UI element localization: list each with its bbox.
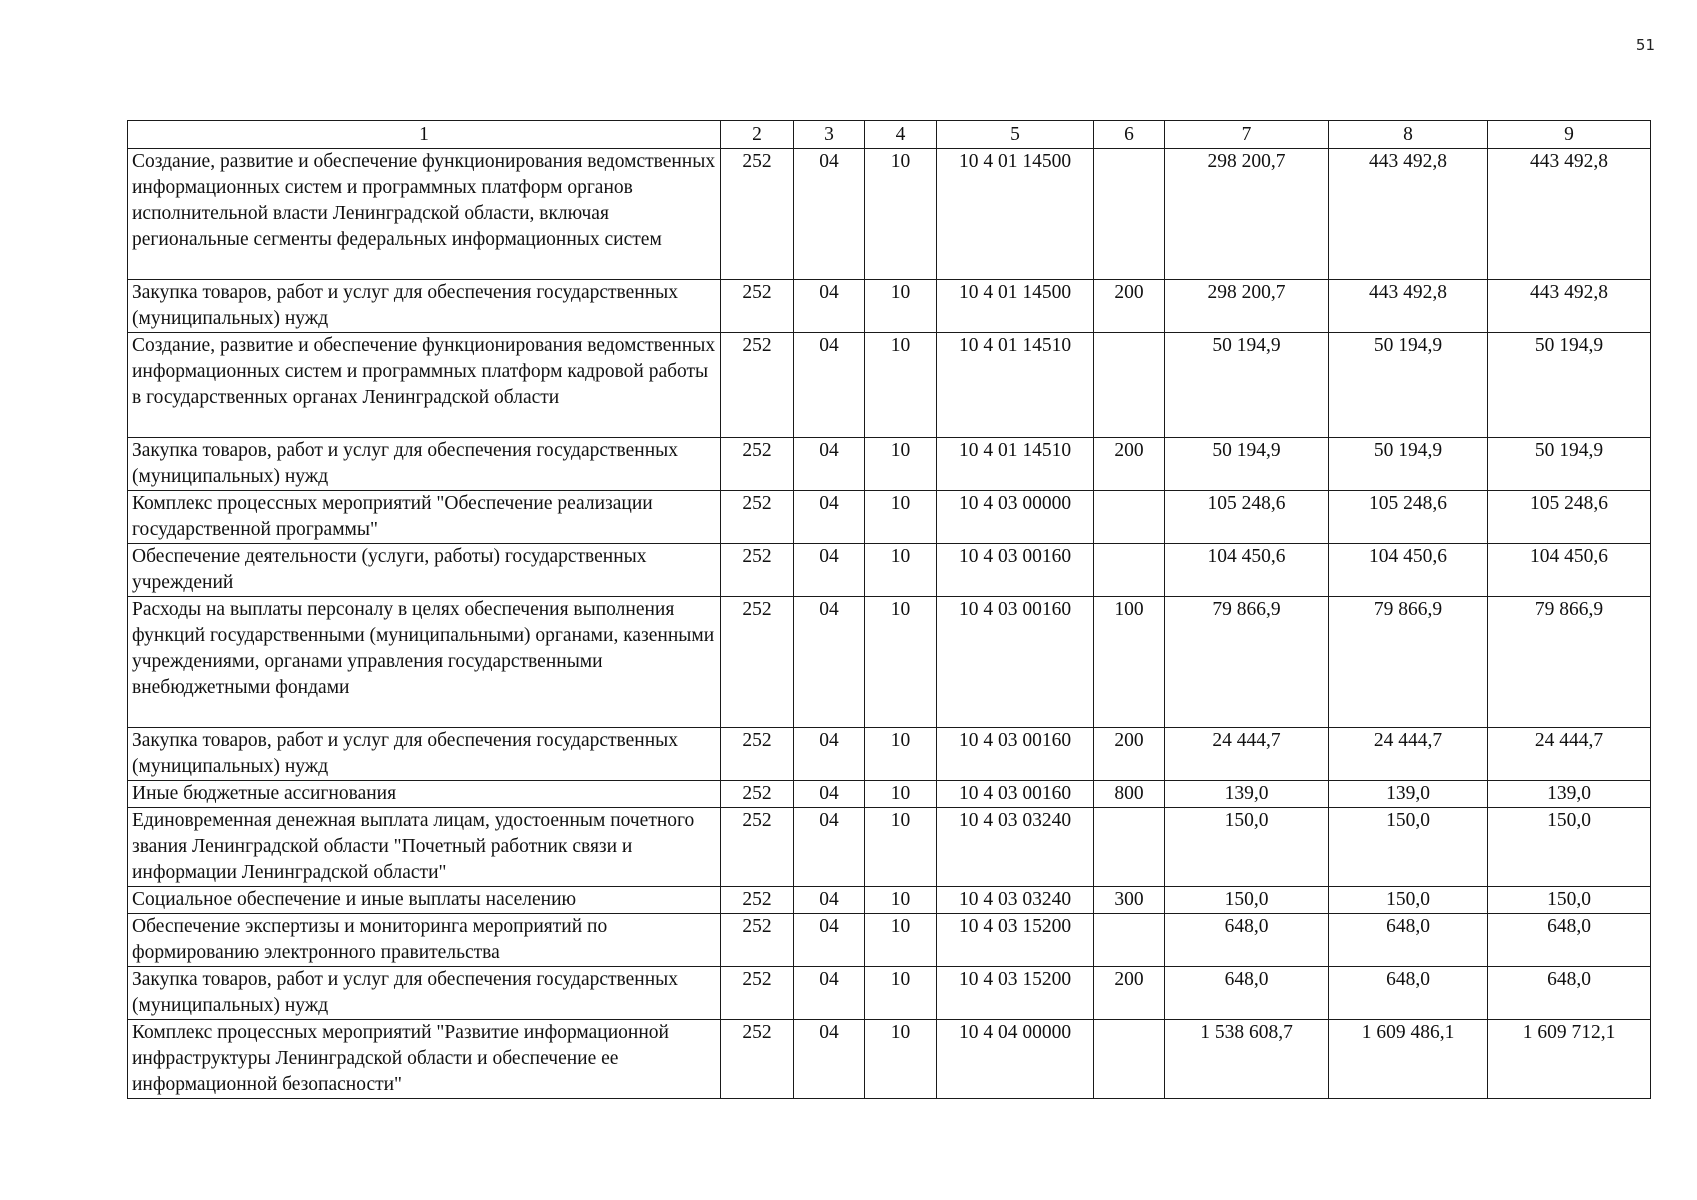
cell-amount-8: 24 444,7	[1329, 728, 1488, 781]
cell-admin-code: 252	[721, 280, 794, 333]
cell-admin-code: 252	[721, 967, 794, 1020]
row-name: Единовременная денежная выплата лицам, удостоенным почетного звания Ленинградской области "Почетный работник связи и информации Ленинградской области"	[128, 808, 721, 887]
cell-amount-8: 79 866,9	[1329, 597, 1488, 728]
cell-subsection: 10	[865, 280, 937, 333]
cell-amount-9: 79 866,9	[1488, 597, 1651, 728]
cell-admin-code: 252	[721, 728, 794, 781]
cell-expense-type: 200	[1094, 280, 1165, 333]
cell-target-article: 10 4 03 00000	[937, 491, 1094, 544]
header-row	[128, 121, 1651, 149]
column-header-5: 5	[937, 121, 1094, 149]
cell-section: 04	[794, 781, 865, 808]
table-row	[128, 808, 1651, 887]
row-name: Комплекс процессных мероприятий "Обеспечение реализации государственной программы"	[128, 491, 721, 544]
budget-table	[127, 120, 1651, 1099]
cell-subsection: 10	[865, 914, 937, 967]
cell-admin-code: 252	[721, 887, 794, 914]
cell-amount-9: 648,0	[1488, 967, 1651, 1020]
column-header-3: 3	[794, 121, 865, 149]
cell-expense-type	[1094, 333, 1165, 438]
row-name: Закупка товаров, работ и услуг для обеспечения государственных (муниципальных) нужд	[128, 438, 721, 491]
cell-section: 04	[794, 1020, 865, 1099]
cell-subsection: 10	[865, 1020, 937, 1099]
cell-amount-9: 105 248,6	[1488, 491, 1651, 544]
cell-amount-7: 24 444,7	[1165, 728, 1329, 781]
cell-section: 04	[794, 333, 865, 438]
cell-target-article: 10 4 03 03240	[937, 808, 1094, 887]
table-row	[128, 333, 1651, 438]
cell-expense-type: 800	[1094, 781, 1165, 808]
cell-section: 04	[794, 149, 865, 280]
row-name: Закупка товаров, работ и услуг для обеспечения государственных (муниципальных) нужд	[128, 728, 721, 781]
table-row	[128, 438, 1651, 491]
table-row	[128, 781, 1651, 808]
cell-amount-7: 648,0	[1165, 967, 1329, 1020]
cell-amount-7: 298 200,7	[1165, 280, 1329, 333]
cell-amount-9: 24 444,7	[1488, 728, 1651, 781]
cell-admin-code: 252	[721, 781, 794, 808]
row-name: Создание, развитие и обеспечение функционирования ведомственных информационных систем и программных платформ органов исполнительной власти Ленинградской области, включая региональные сегменты федеральных информационных систем	[128, 149, 721, 280]
cell-amount-8: 1 609 486,1	[1329, 1020, 1488, 1099]
cell-amount-8: 648,0	[1329, 914, 1488, 967]
budget-table-container	[127, 120, 1650, 1099]
cell-subsection: 10	[865, 597, 937, 728]
cell-amount-9: 150,0	[1488, 808, 1651, 887]
cell-amount-8: 150,0	[1329, 887, 1488, 914]
cell-amount-9: 104 450,6	[1488, 544, 1651, 597]
cell-admin-code: 252	[721, 149, 794, 280]
cell-target-article: 10 4 01 14510	[937, 333, 1094, 438]
cell-amount-9: 443 492,8	[1488, 149, 1651, 280]
cell-expense-type	[1094, 149, 1165, 280]
cell-section: 04	[794, 280, 865, 333]
cell-amount-7: 139,0	[1165, 781, 1329, 808]
cell-amount-8: 139,0	[1329, 781, 1488, 808]
row-name: Социальное обеспечение и иные выплаты населению	[128, 887, 721, 914]
cell-amount-9: 50 194,9	[1488, 438, 1651, 491]
page-number: 51	[1635, 36, 1655, 54]
cell-target-article: 10 4 03 00160	[937, 728, 1094, 781]
cell-target-article: 10 4 01 14500	[937, 280, 1094, 333]
cell-subsection: 10	[865, 149, 937, 280]
cell-target-article: 10 4 03 00160	[937, 597, 1094, 728]
row-name: Иные бюджетные ассигнования	[128, 781, 721, 808]
table-row	[128, 280, 1651, 333]
table-row	[128, 149, 1651, 280]
table-row	[128, 1020, 1651, 1099]
cell-target-article: 10 4 03 15200	[937, 967, 1094, 1020]
column-header-1: 1	[128, 121, 721, 149]
cell-target-article: 10 4 03 00160	[937, 544, 1094, 597]
cell-amount-7: 105 248,6	[1165, 491, 1329, 544]
cell-subsection: 10	[865, 544, 937, 597]
row-name: Расходы на выплаты персоналу в целях обеспечения выполнения функций государственными (муниципальными) органами, казенными учреждениями, органами управления государственными внебюджетными фондами	[128, 597, 721, 728]
cell-subsection: 10	[865, 728, 937, 781]
cell-amount-8: 104 450,6	[1329, 544, 1488, 597]
cell-expense-type: 300	[1094, 887, 1165, 914]
table-row	[128, 728, 1651, 781]
table-row	[128, 491, 1651, 544]
cell-admin-code: 252	[721, 597, 794, 728]
cell-amount-9: 139,0	[1488, 781, 1651, 808]
cell-expense-type	[1094, 808, 1165, 887]
cell-section: 04	[794, 438, 865, 491]
cell-amount-8: 50 194,9	[1329, 333, 1488, 438]
cell-amount-7: 104 450,6	[1165, 544, 1329, 597]
cell-amount-9: 1 609 712,1	[1488, 1020, 1651, 1099]
cell-amount-8: 648,0	[1329, 967, 1488, 1020]
cell-target-article: 10 4 01 14510	[937, 438, 1094, 491]
cell-amount-7: 50 194,9	[1165, 438, 1329, 491]
cell-target-article: 10 4 01 14500	[937, 149, 1094, 280]
column-header-8: 8	[1329, 121, 1488, 149]
cell-target-article: 10 4 04 00000	[937, 1020, 1094, 1099]
cell-expense-type	[1094, 491, 1165, 544]
table-row	[128, 544, 1651, 597]
cell-admin-code: 252	[721, 1020, 794, 1099]
cell-subsection: 10	[865, 887, 937, 914]
cell-subsection: 10	[865, 438, 937, 491]
table-row	[128, 887, 1651, 914]
cell-target-article: 10 4 03 03240	[937, 887, 1094, 914]
cell-section: 04	[794, 544, 865, 597]
cell-subsection: 10	[865, 967, 937, 1020]
column-header-4: 4	[865, 121, 937, 149]
cell-amount-7: 150,0	[1165, 887, 1329, 914]
cell-section: 04	[794, 728, 865, 781]
cell-amount-7: 298 200,7	[1165, 149, 1329, 280]
cell-section: 04	[794, 808, 865, 887]
cell-admin-code: 252	[721, 333, 794, 438]
cell-admin-code: 252	[721, 544, 794, 597]
cell-section: 04	[794, 967, 865, 1020]
cell-section: 04	[794, 491, 865, 544]
cell-amount-7: 50 194,9	[1165, 333, 1329, 438]
row-name: Закупка товаров, работ и услуг для обеспечения государственных (муниципальных) нужд	[128, 967, 721, 1020]
cell-expense-type	[1094, 914, 1165, 967]
row-name: Закупка товаров, работ и услуг для обеспечения государственных (муниципальных) нужд	[128, 280, 721, 333]
row-name: Обеспечение экспертизы и мониторинга мероприятий по формированию электронного правительства	[128, 914, 721, 967]
table-row	[128, 967, 1651, 1020]
column-header-6: 6	[1094, 121, 1165, 149]
cell-expense-type: 100	[1094, 597, 1165, 728]
cell-amount-9: 443 492,8	[1488, 280, 1651, 333]
table-row	[128, 597, 1651, 728]
row-name: Обеспечение деятельности (услуги, работы) государственных учреждений	[128, 544, 721, 597]
cell-target-article: 10 4 03 00160	[937, 781, 1094, 808]
cell-subsection: 10	[865, 808, 937, 887]
row-name: Комплекс процессных мероприятий "Развитие информационной инфраструктуры Ленинградской области и обеспечение ее информационной безопасности"	[128, 1020, 721, 1099]
table-row	[128, 914, 1651, 967]
cell-amount-9: 150,0	[1488, 887, 1651, 914]
cell-amount-9: 50 194,9	[1488, 333, 1651, 438]
row-name: Создание, развитие и обеспечение функционирования ведомственных информационных систем и программных платформ кадровой работы в государственных органах Ленинградской области	[128, 333, 721, 438]
cell-admin-code: 252	[721, 438, 794, 491]
cell-amount-8: 443 492,8	[1329, 149, 1488, 280]
cell-target-article: 10 4 03 15200	[937, 914, 1094, 967]
cell-admin-code: 252	[721, 914, 794, 967]
cell-amount-7: 79 866,9	[1165, 597, 1329, 728]
cell-amount-7: 150,0	[1165, 808, 1329, 887]
column-header-7: 7	[1165, 121, 1329, 149]
cell-expense-type: 200	[1094, 438, 1165, 491]
cell-amount-7: 1 538 608,7	[1165, 1020, 1329, 1099]
column-header-9: 9	[1488, 121, 1651, 149]
cell-amount-8: 105 248,6	[1329, 491, 1488, 544]
cell-amount-8: 50 194,9	[1329, 438, 1488, 491]
cell-section: 04	[794, 887, 865, 914]
cell-subsection: 10	[865, 781, 937, 808]
cell-subsection: 10	[865, 491, 937, 544]
cell-amount-9: 648,0	[1488, 914, 1651, 967]
cell-amount-7: 648,0	[1165, 914, 1329, 967]
cell-expense-type: 200	[1094, 967, 1165, 1020]
cell-expense-type	[1094, 1020, 1165, 1099]
cell-amount-8: 443 492,8	[1329, 280, 1488, 333]
cell-expense-type	[1094, 544, 1165, 597]
cell-expense-type: 200	[1094, 728, 1165, 781]
cell-section: 04	[794, 597, 865, 728]
column-header-2: 2	[721, 121, 794, 149]
cell-subsection: 10	[865, 333, 937, 438]
cell-admin-code: 252	[721, 491, 794, 544]
cell-admin-code: 252	[721, 808, 794, 887]
cell-amount-8: 150,0	[1329, 808, 1488, 887]
cell-section: 04	[794, 914, 865, 967]
